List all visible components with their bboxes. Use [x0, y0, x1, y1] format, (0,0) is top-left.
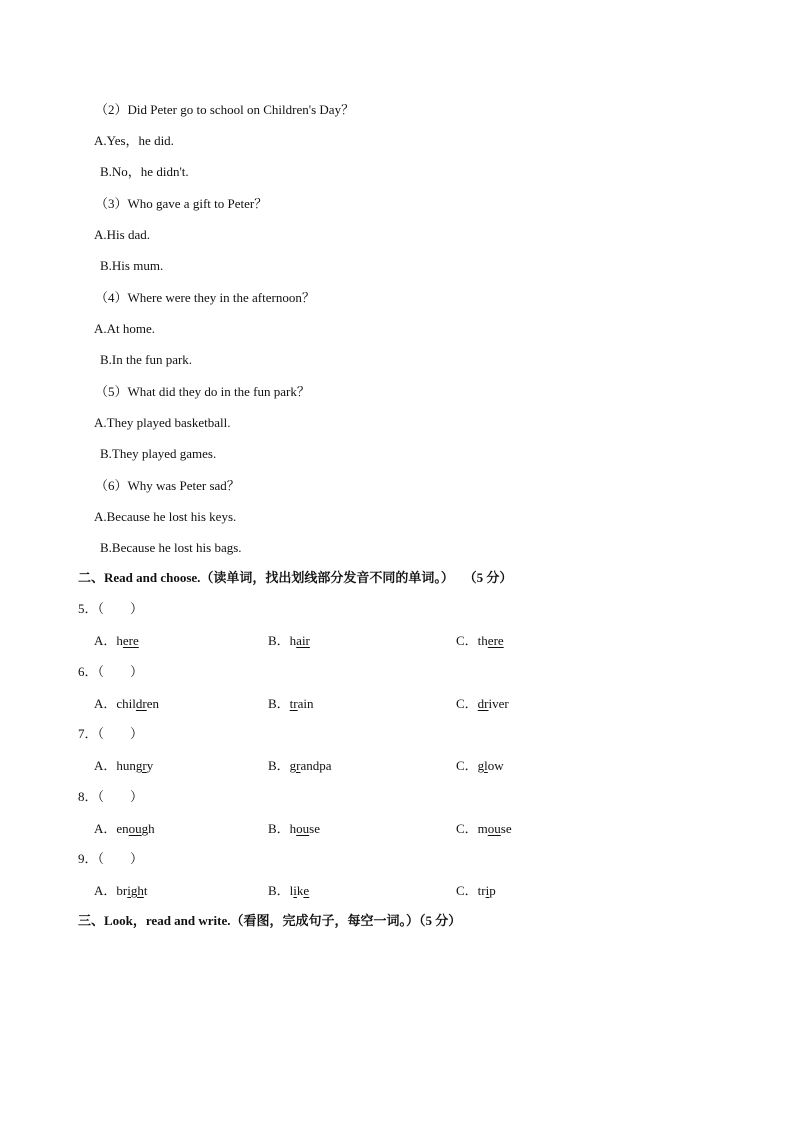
choice-c: [456, 758, 504, 774]
question-text: （4）Where were they in the afternoon？: [95, 290, 315, 305]
underlined-part: i: [485, 883, 490, 898]
word-part: y: [146, 758, 154, 773]
choice-b: [268, 821, 320, 837]
choice-a: [94, 883, 147, 899]
choice-a: [94, 758, 153, 774]
underlined-part: ou: [296, 820, 310, 836]
choice-letter: A．: [94, 820, 117, 836]
word-part: tr: [477, 883, 486, 898]
option-a: A.They played basketball.: [94, 415, 231, 430]
underlined-part: i: [293, 883, 297, 898]
item-number: 6．（ ）: [78, 663, 144, 679]
underlined-part: dr: [135, 695, 147, 711]
item-number: 9．（ ）: [78, 851, 144, 866]
choice-letter: B．: [268, 820, 290, 836]
word-part: gh: [141, 820, 155, 836]
underlined-part: ere: [122, 633, 139, 648]
question-text: （5）What did they do in the fun park？: [95, 384, 310, 399]
choice-c: [456, 696, 509, 712]
choice-a: [94, 821, 155, 837]
word-part: p: [489, 883, 496, 898]
choice-a: [94, 633, 139, 649]
word-part: chil: [116, 695, 136, 711]
choice-letter: C．: [456, 883, 478, 898]
word-part: m: [477, 820, 488, 836]
option-a: A.His dad.: [94, 227, 150, 242]
word-part: se: [500, 820, 512, 836]
choice-letter: A．: [94, 883, 117, 898]
choice-letter: B．: [268, 633, 290, 648]
choice-letter: B．: [268, 758, 290, 773]
section-title: 二、Read and choose.（读单词，找出划线部分发音不同的单词。） （5 分）: [78, 570, 513, 585]
item-number: 8．（ ）: [78, 788, 144, 804]
underlined-part: ou: [128, 820, 142, 836]
choice-b: [268, 883, 309, 899]
option-a: A.Yes，he did.: [94, 133, 174, 148]
underlined-part: ou: [487, 820, 501, 836]
underlined-part: tr: [289, 695, 298, 711]
question-text: （3）Who gave a gift to Peter？: [95, 196, 268, 211]
choice-letter: A．: [94, 633, 117, 648]
option-b: B.Because he lost his bags.: [100, 540, 242, 555]
item-number: 7．（ ）: [78, 726, 144, 741]
underlined-part: air: [296, 633, 310, 648]
word-part: en: [116, 820, 129, 836]
choice-letter: C．: [456, 820, 478, 836]
option-b: B.His mum.: [100, 258, 164, 273]
word-part: ow: [487, 758, 504, 773]
word-part: ain: [297, 695, 314, 711]
choice-a: [94, 696, 159, 712]
word-part: l: [289, 883, 294, 898]
underlined-part: igh: [127, 883, 144, 898]
underlined-part: gl: [477, 758, 488, 773]
option-b: B.No，he didn't.: [100, 164, 189, 179]
underlined-part: dr: [477, 695, 489, 711]
word-part: th: [477, 633, 488, 648]
section-title: 三、Look，read and write.（看图，完成句子，每空一词。）（5 分）: [78, 913, 462, 928]
option-a: A.At home.: [94, 321, 156, 336]
word-part: se: [309, 820, 321, 836]
choice-letter: C．: [456, 695, 478, 711]
word-part: h: [289, 820, 297, 836]
choice-b: [268, 696, 314, 712]
choice-c: [456, 883, 496, 899]
question-text: （2）Did Peter go to school on Children's Day？: [95, 102, 355, 117]
choice-c: [456, 821, 512, 837]
choice-c: [456, 633, 504, 649]
choice-letter: A．: [94, 695, 117, 711]
word-part: h: [116, 633, 123, 648]
word-part: hun: [116, 758, 136, 773]
word-part: en: [146, 695, 160, 711]
choice-b: [268, 633, 310, 649]
choice-letter: C．: [456, 758, 478, 773]
word-part: iver: [488, 695, 509, 711]
word-part: h: [289, 633, 297, 648]
underlined-part: ere: [487, 633, 504, 648]
option-a: A.Because he lost his keys.: [94, 509, 237, 524]
underlined-part: gr: [289, 758, 301, 773]
choice-letter: B．: [268, 883, 290, 898]
question-text: （6）Why was Peter sad？: [95, 478, 240, 493]
choice-b: [268, 758, 332, 774]
item-number: 5．（ ）: [78, 601, 144, 616]
word-part: k: [296, 883, 304, 898]
word-part: br: [116, 883, 128, 898]
choice-letter: C．: [456, 633, 478, 648]
option-b: B.They played games.: [100, 446, 217, 461]
word-part: t: [143, 883, 148, 898]
word-part: andpa: [300, 758, 332, 773]
choice-letter: B．: [268, 695, 290, 711]
option-b: B.In the fun park.: [100, 352, 193, 367]
choice-letter: A．: [94, 758, 117, 773]
underlined-part: gr: [135, 758, 147, 773]
underlined-part: e: [303, 883, 310, 898]
